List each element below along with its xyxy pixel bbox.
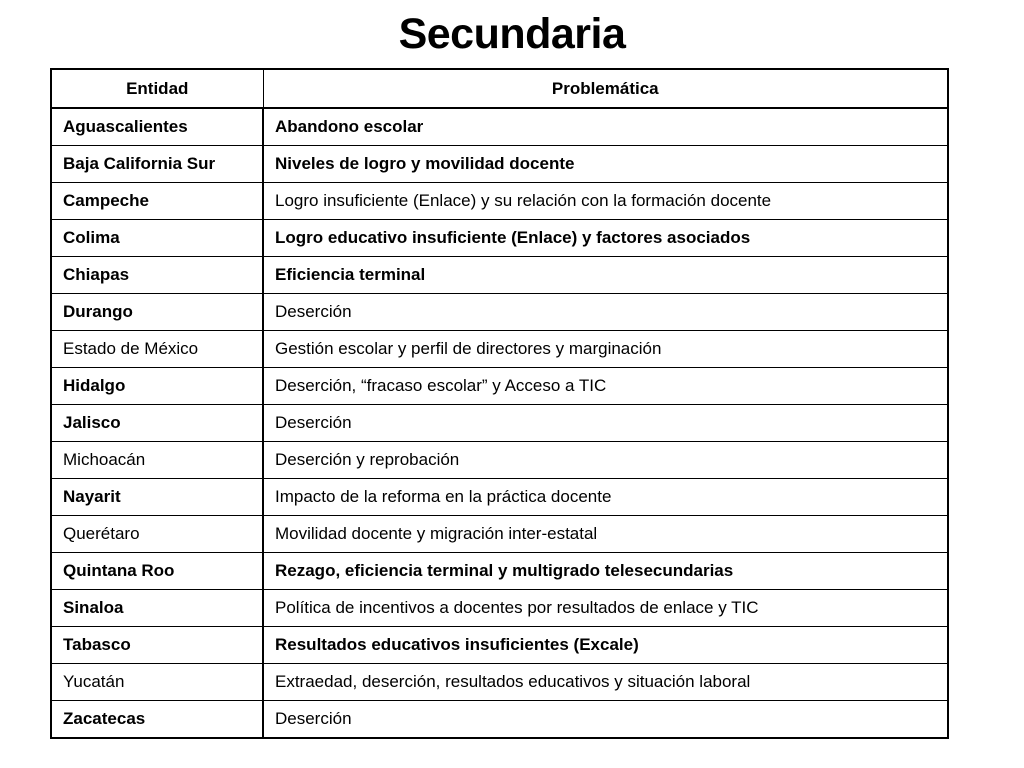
- table-row: [51, 108, 948, 146]
- table-row: [51, 479, 948, 516]
- problematica-cell: Deserción y reprobación: [263, 442, 948, 479]
- entidad-cell: Sinaloa: [51, 590, 263, 627]
- problematica-cell: Resultados educativos insuficientes (Excale): [263, 627, 948, 664]
- problematica-cell: Deserción: [263, 701, 948, 739]
- table-row: [51, 405, 948, 442]
- entidad-cell: Colima: [51, 220, 263, 257]
- entidad-cell: Chiapas: [51, 257, 263, 294]
- table-row: [51, 442, 948, 479]
- problematica-cell: Política de incentivos a docentes por resultados de enlace y TIC: [263, 590, 948, 627]
- entidad-cell: Campeche: [51, 183, 263, 220]
- problematica-cell: Logro educativo insuficiente (Enlace) y factores asociados: [263, 220, 948, 257]
- entidad-cell: Michoacán: [51, 442, 263, 479]
- table-row: [51, 627, 948, 664]
- table-row: [51, 701, 948, 739]
- entidad-cell: Zacatecas: [51, 701, 263, 739]
- entidad-cell: Yucatán: [51, 664, 263, 701]
- problematica-cell: Niveles de logro y movilidad docente: [263, 146, 948, 183]
- column-header-problematica: Problemática: [263, 69, 948, 108]
- entidad-cell: Tabasco: [51, 627, 263, 664]
- problematica-cell: Gestión escolar y perfil de directores y marginación: [263, 331, 948, 368]
- table-row: [51, 516, 948, 553]
- problematica-cell: Impacto de la reforma en la práctica docente: [263, 479, 948, 516]
- table-row: [51, 146, 948, 183]
- table-row: [51, 590, 948, 627]
- entidad-cell: Nayarit: [51, 479, 263, 516]
- table-row: [51, 294, 948, 331]
- problematica-cell: Logro insuficiente (Enlace) y su relación con la formación docente: [263, 183, 948, 220]
- problematica-cell: Abandono escolar: [263, 108, 948, 146]
- entidad-cell: Hidalgo: [51, 368, 263, 405]
- entidad-cell: Querétaro: [51, 516, 263, 553]
- entidad-cell: Durango: [51, 294, 263, 331]
- table-row: [51, 553, 948, 590]
- entidad-cell: Baja California Sur: [51, 146, 263, 183]
- page-title: Secundaria: [398, 10, 626, 58]
- table-row: [51, 183, 948, 220]
- entidad-cell: Estado de México: [51, 331, 263, 368]
- column-header-entidad: Entidad: [51, 69, 263, 108]
- problematica-cell: Rezago, eficiencia terminal y multigrado telesecundarias: [263, 553, 948, 590]
- entidad-cell: Quintana Roo: [51, 553, 263, 590]
- problematica-cell: Extraedad, deserción, resultados educativos y situación laboral: [263, 664, 948, 701]
- table-row: [51, 331, 948, 368]
- table-row: [51, 220, 948, 257]
- problematica-cell: Movilidad docente y migración inter-estatal: [263, 516, 948, 553]
- entidad-cell: Aguascalientes: [51, 108, 263, 146]
- table-header-row: [51, 69, 948, 108]
- problematica-cell: Deserción, “fracaso escolar” y Acceso a TIC: [263, 368, 948, 405]
- table-row: [51, 664, 948, 701]
- problematica-cell: Deserción: [263, 294, 948, 331]
- entidad-cell: Jalisco: [51, 405, 263, 442]
- problematica-cell: Deserción: [263, 405, 948, 442]
- problematica-cell: Eficiencia terminal: [263, 257, 948, 294]
- table-row: [51, 368, 948, 405]
- problematica-table: [50, 68, 949, 739]
- table-row: [51, 257, 948, 294]
